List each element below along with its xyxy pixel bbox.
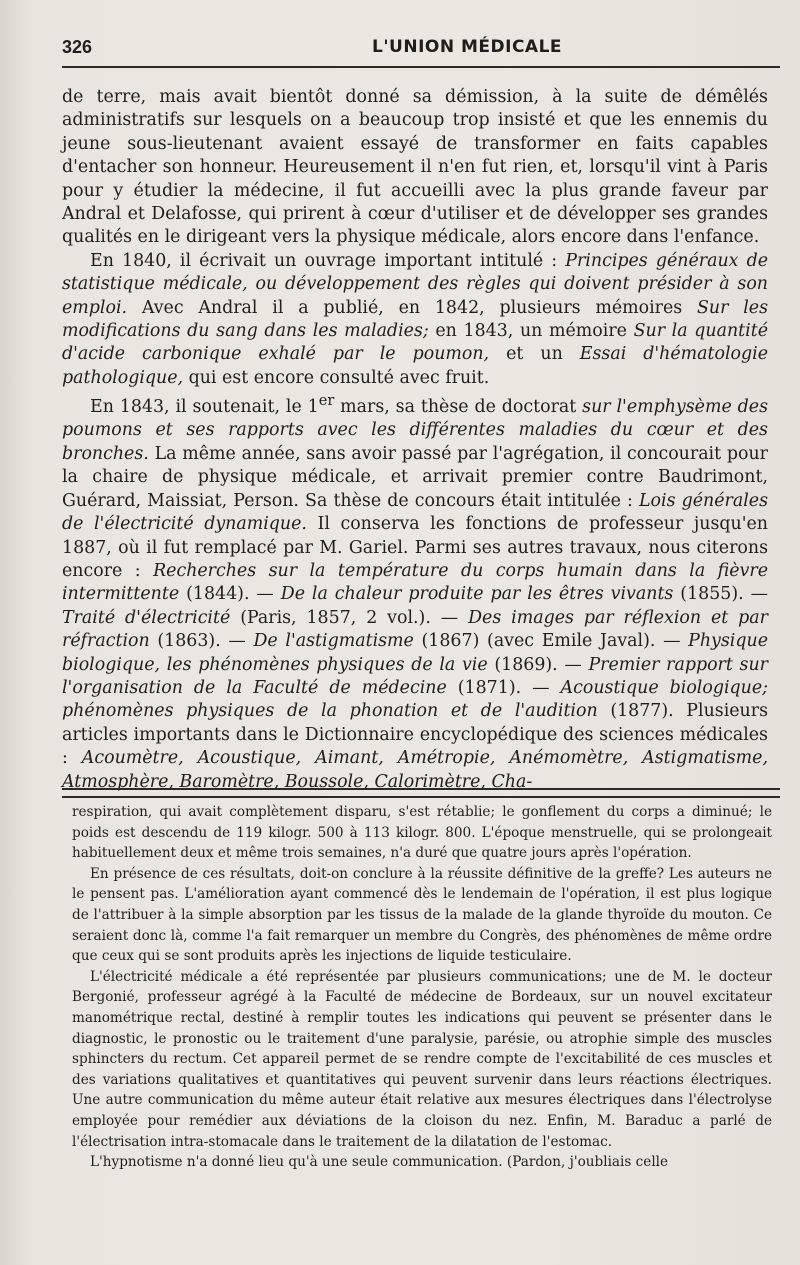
title-astigmatisme: De l'astigmatisme [253,631,414,652]
notes-paragraph-1: respiration, qui avait complètement disparu, s'est rétablie; le gonflement du corps a diminué; le poids est descendu de 119 kilogr. 500 à 113 kilogr. 800. L'époque menstruelle, qui se prolongeait habituellement deux et même trois semaines, n'a duré que quatre jours après l'opération. [72,804,772,862]
title-principes: Principes généraux de statistique médicale, ou développement des règles qui doivent présider à son emploi. [62,250,769,318]
title-acoustique-biologique: Acoustique biologique; phénomènes physiques de la phonation et de l'audition [62,677,768,722]
title-hematologie: Essai d'hématologie pathologique, [62,344,768,388]
title-chaleur: De la chaleur produite par les êtres vivants [280,584,674,605]
text-run: La même année, sans avoir passé par l'agrégation, il concourait pour la chaire de physique médicale, et arrivait premier contre Baudrimont, Guérard, Maissiat, Person. Sa thèse de concours était intitulée : [62,443,768,511]
main-text [62,86,768,794]
title-physique-biologique: Physique biologique, les phénomènes physiques de la vie [62,631,768,675]
text-run: (1844). — [179,584,281,605]
text-run: qui est encore consulté avec fruit. [183,367,490,388]
notes-paragraph-4: L'hypnotisme n'a donné lieu qu'à une seule communication. (Pardon, j'oubliais celle [90,1154,669,1171]
title-these-emphyseme: sur l'emphysème des poumons et ses rapports avec les différentes maladies du cœur et des bronches. [62,397,768,464]
section-divider [62,788,780,798]
superscript: er [318,393,335,410]
text-run: mars, sa thèse de doctorat [334,397,583,418]
text-run: En 1840, il écrivait un ouvrage important intitulé : [90,250,566,271]
title-lois-generales: Lois générales de l'électricité dynamique. [62,490,768,535]
title-recherches-temperature: Recherches sur la température du corps humain dans la fièvre intermittente [62,560,768,605]
text-run: Avec Andral il a publié, en 1842, plusieurs mémoires [127,297,697,318]
continuation-text [72,802,772,1173]
main-paragraph-2 [62,250,768,390]
journal-title: L'UNION MÉDICALE [372,37,563,57]
text-run: (Paris, 1857, 2 vol.). — [230,607,469,628]
notes-paragraph-2: En présence de ces résultats, doit-on conclure à la réussite définitive de la greffe? Les auteurs ne le pensent pas. L'amélioration ayant commencé dès le lendemain de l'opération, il est plus logique de l'attribuer à la simple absorption par les tissus de la malade de la glande thyroïde du mouton. Ce seraient donc là, comme l'a fait remarquer un membre du Congrès, des phénomènes de même ordre que ceux qui se sont produits après les injections de liquide testiculaire. [72,865,772,965]
text-run: en 1843, un mémoire [428,321,634,342]
notes-paragraph-3: L'électricité médicale a été représentée par plusieurs communications; une de M. le docteur Bergonié, professeur agrégé à la Faculté de médecine de Bordeaux, sur un nouvel excitateur manométrique rectal, destiné à remplir toutes les indications qui peuvent se présenter dans le diagnostic, le pronostic ou le traitement d'une paralysie, parésie, ou atrophie simple des muscles sphincters du rectum. Cet appareil permet de se rendre compte de l'excitabilité de ces muscles et des variations qualitatives et quantitatives qui peuvent survenir dans leurs réactions électriques. Une autre communication du même auteur était relative aux mesures électriques dans l'électrolyse employée pour remédier aux déviations de la cloison du nez. Enfin, M. Baraduc a parlé de l'électrisation intra-stomacale dans le traitement de la dilatation de l'estomac. [72,968,772,1150]
main-paragraph-3 [62,390,768,794]
text-run: Il conserva les fonctions de professeur jusqu'en 1887, où il fut remplacé par M. Gariel. Parmi ses autres travaux, nous citerons encore : [62,514,768,581]
text-run: et un [489,344,580,365]
article-list: Acoumètre, Acoustique, Aimant, Amétropie, Anémomètre, Astigmatisme, Atmosphère, Baromètre, Boussole, Calorimètre, Cha- [62,748,768,792]
header-rule [62,66,780,68]
text-run: (1871). — [446,677,561,698]
text-run: (1869). — [487,654,589,675]
main-paragraph-1: de terre, mais avait bientôt donné sa démission, à la suite de démêlés administratifs sur lesquels on a beaucoup trop insisté et que les ennemis du jeune sous-lieutenant avaient essayé de transformer en faits capables d'entacher son honneur. Heureusement il n'en fut rien, et, lorsqu'il vint à Paris pour y étudier la médecine, il fut accueilli avec la plus grande faveur par Andral et Delafosse, qui prirent à cœur d'utiliser et de développer ses grandes qualités en le dirigeant vers la physique médicale, alors encore dans l'enfance. [62,87,768,248]
title-modifications-sang: Sur les modifications du sang dans les maladies; [62,297,769,342]
text-run: (1863). — [149,631,254,652]
text-run: En 1843, il soutenait, le 1 [90,397,319,418]
title-images-reflexion: Des images par réflexion et par réfraction [62,607,768,652]
text-run: (1867) (avec Emile Javal). — [413,631,689,652]
title-traite-electricite: Traité d'électricité [62,607,231,628]
title-acide-carbonique: Sur la quantité d'acide carbonique exhalé par le poumon, [62,321,768,365]
running-header [62,37,780,63]
text-run: (1877). Plusieurs articles importants dans le Dictionnaire encyclopédique des sciences médicales : [62,701,768,769]
page-number: 326 [62,37,93,57]
title-premier-rapport: Premier rapport sur l'organisation de la Faculté de médecine [62,654,768,698]
text-run: (1855). — [673,584,768,605]
